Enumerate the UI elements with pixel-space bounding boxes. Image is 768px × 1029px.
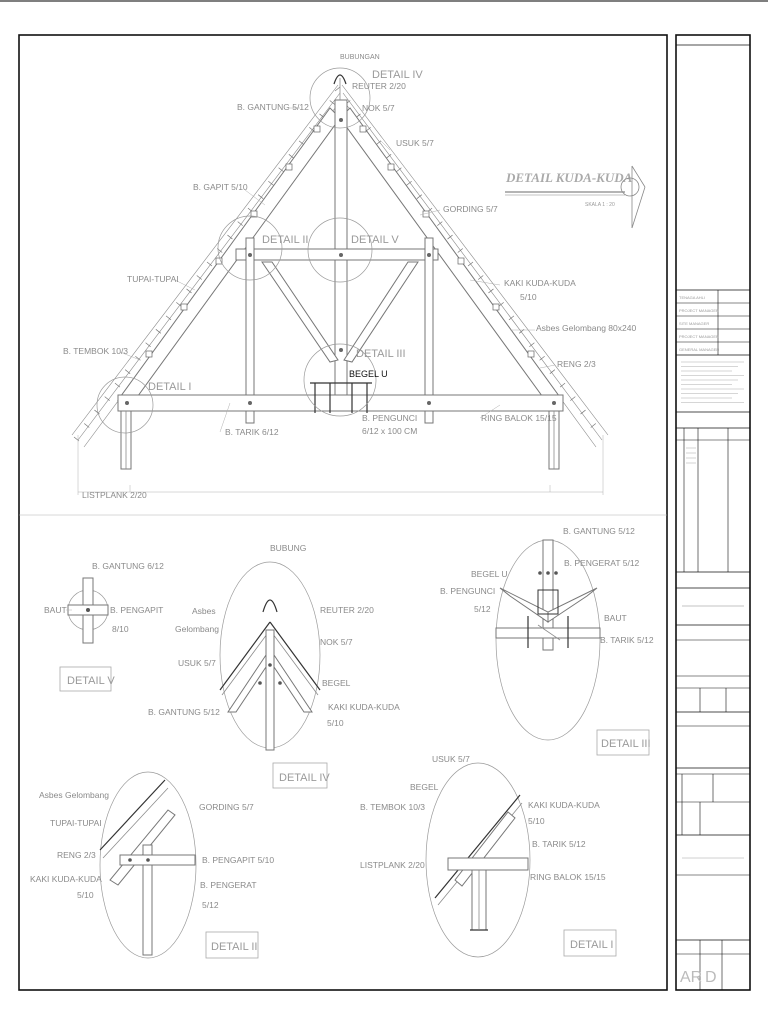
detail-i-tarik: B. TARIK 5/12 — [532, 839, 586, 849]
detail-iv-gelombang: Gelombang — [175, 624, 219, 634]
label-detail-i: DETAIL I — [148, 381, 192, 393]
label-b-pengunci-size: 6/12 x 100 CM — [362, 426, 418, 436]
tb-sheet-code: AR — [680, 969, 703, 986]
detail-ii-pengapit: B. PENGAPIT 5/10 — [202, 855, 275, 865]
main-scale: SKALA 1 : 20 — [585, 202, 615, 208]
detail-iv-nok: NOK 5/7 — [320, 637, 353, 647]
label-b-gapit: B. GAPIT 5/10 — [193, 182, 248, 192]
tb-row-1: TENAGA AHLI — [679, 295, 706, 300]
detail-iii-pengunci: B. PENGUNCI — [440, 586, 496, 596]
detail-iii-title: DETAIL III — [601, 738, 651, 750]
detail-i-tembok: B. TEMBOK 10/3 — [360, 802, 426, 812]
detail-v-gantung: B. GANTUNG 6/12 — [92, 561, 164, 571]
detail-iv-title: DETAIL IV — [279, 772, 330, 784]
detail-iii-pengerat: B. PENGERAT 5/12 — [564, 558, 640, 568]
label-gording: GORDING 5/7 — [443, 204, 498, 214]
tb-row-2: PROJECT MANAGER — [679, 308, 719, 313]
detail-iv-kaki: KAKI KUDA-KUDA — [328, 702, 400, 712]
detail-iv-bubung: BUBUNG — [270, 543, 307, 553]
label-kaki-kuda-size: 5/10 — [520, 292, 537, 302]
detail-i-listplank: LISTPLANK 2/20 — [360, 860, 425, 870]
detail-ii-gording: GORDING 5/7 — [199, 802, 254, 812]
detail-i-kaki-size: 5/10 — [528, 816, 545, 826]
detail-iii-baut: BAUT — [604, 613, 627, 623]
detail-iii-begel: BEGEL U — [471, 569, 508, 579]
detail-iii-gantung: B. GANTUNG 5/12 — [563, 526, 635, 536]
detail-i-usuk: USUK 5/7 — [432, 754, 470, 764]
label-b-gantung: B. GANTUNG 5/12 — [237, 102, 309, 112]
tb-row-5: GENERAL MANAGER — [679, 347, 720, 352]
detail-i-title: DETAIL I — [570, 939, 614, 951]
label-detail-v: DETAIL V — [351, 234, 399, 246]
detail-iv-reuter: REUTER 2/20 — [320, 605, 374, 615]
detail-v-baut: BAUT — [44, 605, 67, 615]
label-bubungan: BUBUNGAN — [340, 54, 380, 61]
label-usuk: USUK 5/7 — [396, 138, 434, 148]
label-b-pengunci: B. PENGUNCI — [362, 413, 418, 423]
detail-v-title: DETAIL V — [67, 675, 115, 687]
detail-iii-pengunci-size: 5/12 — [474, 604, 491, 614]
detail-ii-pengerat: B. PENGERAT — [200, 880, 257, 890]
detail-ii-title: DETAIL II — [211, 941, 258, 953]
detail-ii-kaki: KAKI KUDA-KUDA — [30, 874, 102, 884]
detail-iv-kaki-size: 5/10 — [327, 718, 344, 728]
detail-iii-tarik: B. TARIK 5/12 — [600, 635, 654, 645]
label-reng: RENG 2/3 — [557, 359, 596, 369]
detail-i-ring: RING BALOK 15/15 — [530, 872, 606, 882]
detail-ii-pengerat-size: 5/12 — [202, 900, 219, 910]
label-asbes: Asbes Gelombang 80x240 — [536, 323, 637, 333]
tb-row-3: SITE MANAGER — [679, 321, 710, 326]
detail-iv-asbes: Asbes — [192, 606, 216, 616]
detail-iv-usuk: USUK 5/7 — [178, 658, 216, 668]
detail-ii-asbes: Asbes Gelombang — [39, 790, 109, 800]
label-begel-u: BEGEL U — [349, 369, 388, 379]
label-b-tembok: B. TEMBOK 10/3 — [63, 346, 129, 356]
detail-iv-gantung: B. GANTUNG 5/12 — [148, 707, 220, 717]
tb-row-4: PROJECT MANAGER — [679, 334, 719, 339]
label-detail-iii: DETAIL III — [356, 348, 406, 360]
detail-v-pengapit: B. PENGAPIT — [110, 605, 164, 615]
label-listplank: LISTPLANK 2/20 — [82, 490, 147, 500]
detail-i-kaki: KAKI KUDA-KUDA — [528, 800, 600, 810]
detail-v-pengapit-size: 8/10 — [112, 624, 129, 634]
label-b-tarik: B. TARIK 6/12 — [225, 427, 279, 437]
label-reuter: REUTER 2/20 — [352, 81, 406, 91]
label-detail-iv: DETAIL IV — [372, 69, 423, 81]
detail-ii-tupai: TUPAI-TUPAI — [50, 818, 102, 828]
detail-iv-begel: BEGEL — [322, 678, 351, 688]
label-kaki-kuda: KAKI KUDA-KUDA — [504, 278, 576, 288]
label-nok: NOK 5/7 — [362, 103, 395, 113]
tb-sheet-letter: D — [705, 969, 717, 986]
detail-i-begel: BEGEL — [410, 782, 439, 792]
detail-ii-reng: RENG 2/3 — [57, 850, 96, 860]
label-ring-balok: RING BALOK 15/15 — [481, 413, 557, 423]
label-detail-ii: DETAIL II — [262, 234, 309, 246]
label-tupai: TUPAI-TUPAI — [127, 274, 179, 284]
main-title: DETAIL KUDA-KUDA — [506, 170, 633, 185]
detail-ii-kaki-size: 5/10 — [77, 890, 94, 900]
